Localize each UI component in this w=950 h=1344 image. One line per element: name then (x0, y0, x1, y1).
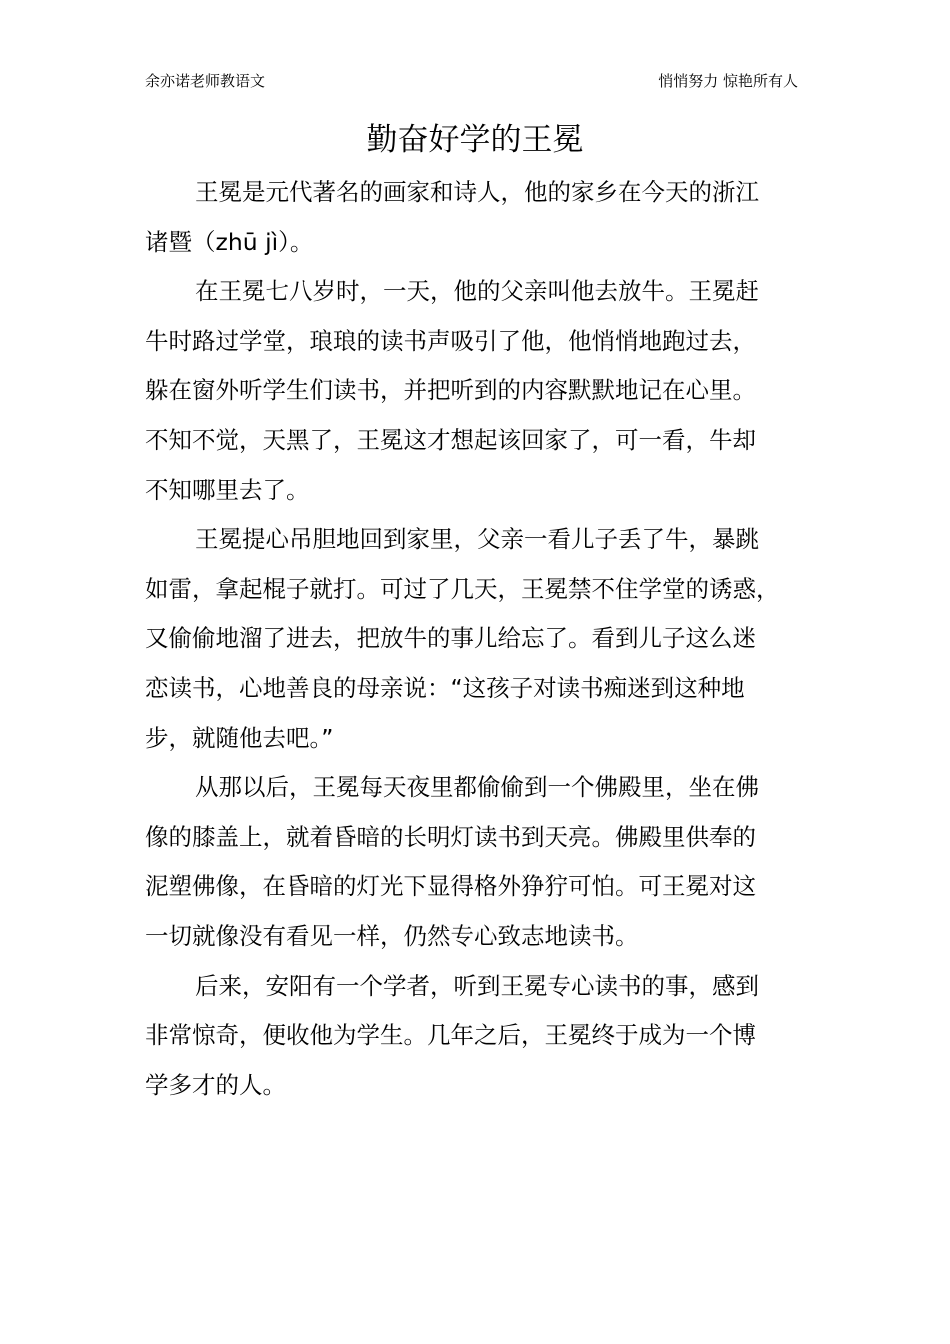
paragraph-line: 不知哪里去了。 (145, 475, 310, 504)
header-left-text: 余亦诺老师教语文 (145, 72, 266, 90)
paragraph-3 (145, 515, 810, 763)
article-body (145, 168, 810, 1110)
paragraph-line: 诸暨（zhū jì）。 (145, 227, 314, 256)
paragraph-line: 步，就随他去吧。” (145, 723, 334, 752)
header-right-text: 悄悄努力 惊艳所有人 (658, 72, 798, 90)
paragraph-line: 一切就像没有看见一样，仍然专心致志地读书。 (145, 921, 639, 950)
paragraph-4 (145, 763, 810, 961)
paragraph-line: 像的膝盖上，就着昏暗的长明灯读书到天亮。佛殿里供奉的 (145, 822, 756, 851)
paragraph-2 (145, 267, 810, 515)
paragraph-line: 恋读书，心地善良的母亲说：“这孩子对读书痴迷到这种地 (145, 673, 745, 702)
paragraph-line: 如雷，拿起棍子就打。可过了几天，王冕禁不住学堂的诱惑， (145, 574, 780, 603)
paragraph-line: 学多才的人。 (145, 1070, 286, 1099)
paragraph-5 (145, 962, 810, 1111)
paragraph-line: 躲在窗外听学生们读书，并把听到的内容默默地记在心里。 (145, 376, 756, 405)
paragraph-line: 又偷偷地溜了进去，把放牛的事儿给忘了。看到儿子这么迷 (145, 624, 756, 653)
paragraph-1 (145, 168, 810, 267)
paragraph-line: 牛时路过学堂，琅琅的读书声吸引了他，他悄悄地跑过去， (145, 326, 756, 355)
paragraph-line: 王冕提心吊胆地回到家里，父亲一看儿子丢了牛，暴跳 (195, 525, 759, 554)
paragraph-line: 王冕是元代著名的画家和诗人，他的家乡在今天的浙江 (195, 178, 759, 206)
page-title: 勤奋好学的王冕 (366, 122, 584, 158)
paragraph-line: 后来，安阳有一个学者，听到王冕专心读书的事，感到 (195, 971, 759, 1000)
paragraph-line: 在王冕七八岁时，一天，他的父亲叫他去放牛。王冕赶 (195, 277, 759, 306)
paragraph-line: 从那以后，王冕每天夜里都偷偷到一个佛殿里，坐在佛 (195, 773, 759, 802)
paragraph-line: 泥塑佛像，在昏暗的灯光下显得格外狰狞可怕。可王冕对这 (145, 872, 756, 901)
paragraph-line: 非常惊奇，便收他为学生。几年之后，王冕终于成为一个博 (145, 1021, 756, 1050)
paragraph-line: 不知不觉，天黑了，王冕这才想起该回家了，可一看，牛却 (145, 425, 756, 454)
